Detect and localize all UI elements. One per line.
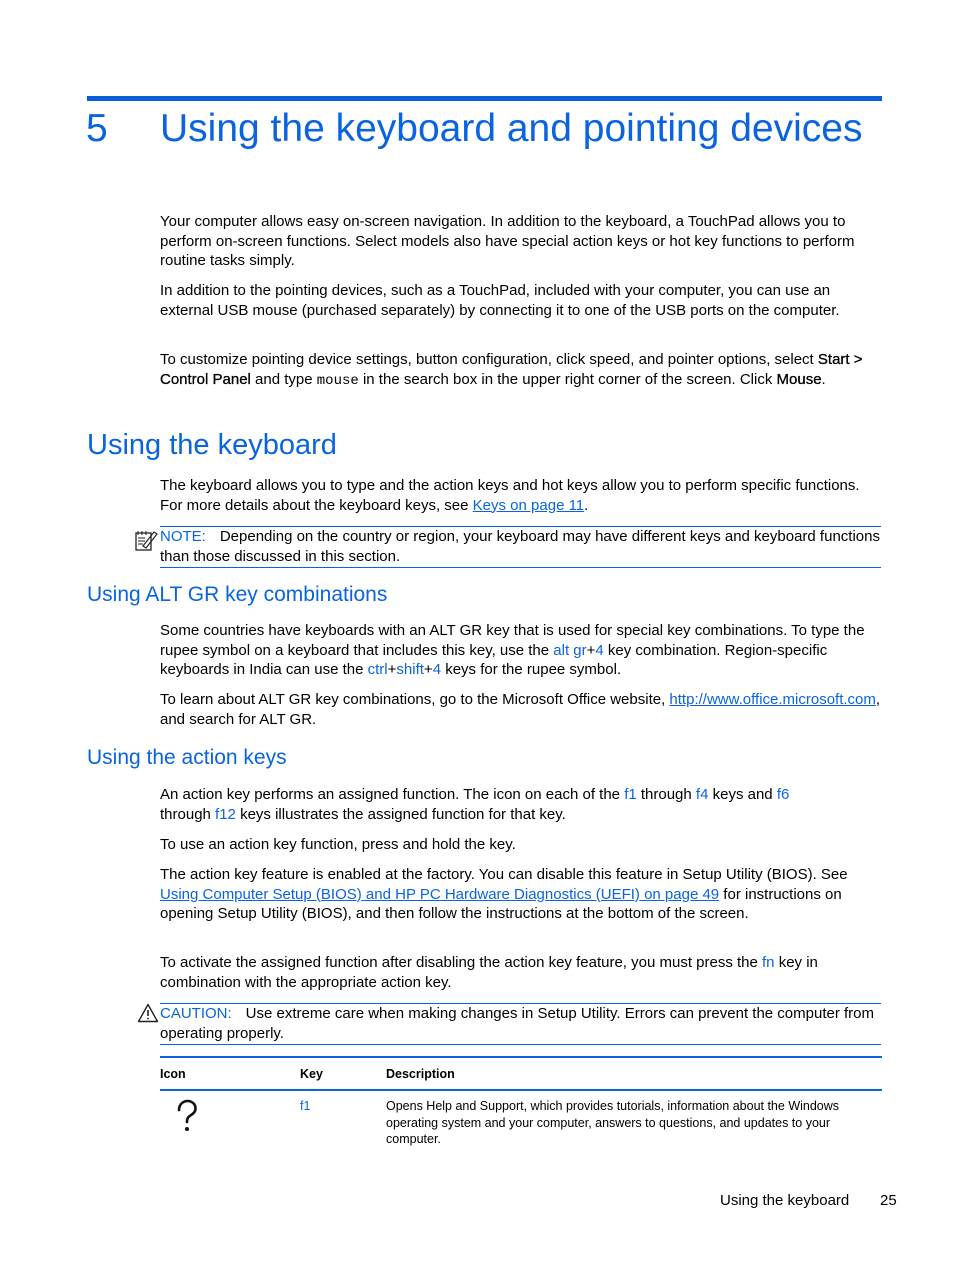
key-f4: f4 (695, 786, 709, 803)
text: An action key performs an assigned function. The icon on each of the (160, 786, 625, 803)
chapter-title: Using the keyboard and pointing devices (160, 107, 863, 150)
office-website-link[interactable]: http://www.office.microsoft.com (669, 691, 876, 708)
action-paragraph-4 (160, 953, 882, 992)
table-cell-icon (160, 1090, 300, 1148)
text: key in combination with the appropriate action key. (160, 954, 818, 991)
text: keys for the rupee symbol. (441, 661, 622, 678)
header-description: Description (386, 1057, 882, 1090)
table-cell-key: f1 (300, 1099, 311, 1113)
text: . (584, 496, 589, 514)
key-ctrl: ctrl (367, 661, 388, 678)
plus: + (387, 661, 397, 678)
menu-path: Start > Control Panel (160, 351, 863, 388)
chapter-rule (87, 96, 882, 101)
intro-paragraph-1: Your computer allows easy on-screen navigation. In addition to the keyboard, a TouchPad allows you to perform on-screen functions. Select models also have special action keys or hot key functions to perform routine tasks simply. (160, 213, 855, 269)
key-fn: fn (762, 954, 775, 971)
caution-icon (137, 1003, 159, 1023)
text: To customize pointing device settings, button configuration, click speed, and pointer options, select (160, 351, 818, 368)
key-4: 4 (432, 661, 442, 678)
setup-utility-link[interactable]: Using Computer Setup (BIOS) and HP PC Hardware Diagnostics (UEFI) on page 49 (160, 885, 720, 903)
heading-alt-gr: Using ALT GR key combinations (87, 583, 388, 606)
intro-paragraph-2: In addition to the pointing devices, such as a TouchPad, included with your computer, you can use an external USB mouse (purchased separately) by connecting it to one of the USB ports on the computer. (160, 282, 840, 319)
text: keys illustrates the assigned function for that key. (235, 805, 566, 823)
text: through (636, 786, 696, 803)
keyboard-paragraph (160, 476, 882, 515)
note-text: Depending on the country or region, your keyboard may have different keys and keyboard functions than those discussed in this section. (160, 528, 880, 565)
note-label: NOTE: (160, 528, 206, 545)
header-icon: Icon (160, 1057, 300, 1090)
caution-text: Use extreme care when making changes in Setup Utility. Errors can prevent the computer from operating properly. (160, 1005, 875, 1042)
caution-box (160, 1003, 881, 1045)
key-shift: shift (396, 661, 424, 678)
caution-label: CAUTION: (160, 1005, 232, 1022)
text: The action key feature is enabled at the factory. You can disable this feature in Setup Utility (BIOS). See (160, 866, 848, 883)
action-paragraph-1 (160, 785, 882, 824)
text: key combination. Region-specific keyboards in India can use the (160, 641, 828, 678)
text: , and search for ALT GR. (160, 691, 881, 728)
header-key: Key (300, 1057, 386, 1090)
text: To activate the assigned function after disabling the action key feature, you must press the (160, 954, 763, 971)
chapter-number: 5 (86, 107, 108, 150)
heading-using-keyboard: Using the keyboard (87, 429, 337, 461)
key-f6: f6 (776, 786, 790, 803)
text: and type (250, 370, 317, 388)
key-4: 4 (595, 641, 604, 659)
footer-section-title: Using the keyboard (720, 1192, 850, 1209)
table-header-row (160, 1057, 882, 1090)
code-text: mouse (316, 372, 359, 389)
key-f12: f12 (215, 805, 236, 823)
intro-paragraph-3 (160, 350, 882, 391)
footer-page-number: 25 (880, 1192, 897, 1209)
question-mark-icon (172, 1098, 202, 1138)
plus: + (586, 641, 596, 659)
key-f1: f1 (624, 786, 637, 803)
plus: + (423, 661, 433, 678)
action-paragraph-3 (160, 865, 882, 924)
text: The keyboard allows you to type and the action keys and hot keys allow you to perform specific functions. For more details about the keyboard keys, see (160, 477, 860, 514)
keys-page-link[interactable]: Keys on page 11 (472, 496, 585, 514)
text: in the search box in the upper right corner of the screen. Click (358, 370, 777, 388)
text: Some countries have keyboards with an ALT GR key that is used for special key combinations. To type the rupee symbol on a keyboard that includes this key, use the (160, 622, 865, 659)
text: keys and (708, 786, 777, 803)
action-keys-table (160, 1056, 882, 1148)
mouse-label: Mouse (776, 370, 822, 388)
altgr-paragraph-1 (160, 621, 882, 680)
note-box (160, 526, 881, 568)
altgr-paragraph-2 (160, 690, 882, 729)
text: . (821, 370, 826, 388)
key-alt-gr: alt gr (553, 641, 587, 659)
text: To learn about ALT GR key combinations, go to the Microsoft Office website, (160, 691, 670, 708)
note-icon (133, 528, 159, 554)
table-row (160, 1090, 882, 1148)
heading-action-keys: Using the action keys (87, 746, 287, 769)
text: for instructions on opening Setup Utility (BIOS), and then follow the instructions at the bottom of the screen. (160, 885, 842, 922)
text: through (160, 805, 216, 823)
table-cell-description: Opens Help and Support, which provides tutorials, information about the Windows operating system and your computer, answers to questions, and updates to your computer. (386, 1099, 840, 1146)
action-paragraph-2: To use an action key function, press and hold the key. (160, 836, 516, 853)
